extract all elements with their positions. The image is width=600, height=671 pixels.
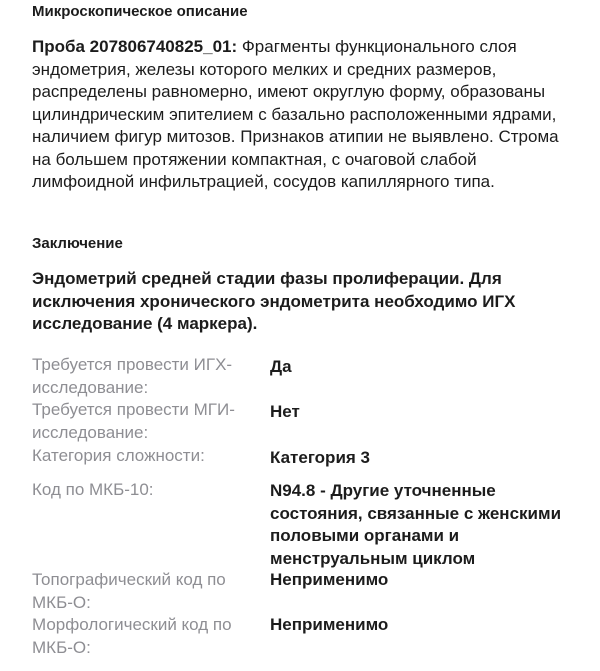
field-label: Требуется провести МГИ-исследование: xyxy=(32,400,235,442)
microscopic-description-heading: Микроскопическое описание xyxy=(32,3,248,20)
field-value: Нет xyxy=(270,402,300,421)
field-value: Неприменимо xyxy=(270,570,389,589)
conclusion-text: Эндометрий средней стадии фазы пролиферации. Для исключения хронического эндометрита необходимо ИГХ исследование (4 маркера). xyxy=(32,269,516,333)
conclusion-heading: Заключение xyxy=(32,235,123,252)
microscopic-description-body: Фрагменты функционального слоя эндометрия, железы которого мелких и средних размеров, распределены равномерно, имеют округлую форму, образованы цилиндрическим эпителием с базально расположенными ядрами, наличием фигур митозов. Признаков атипии не выявлено. Строма на большем протяжении компактная, с очаговой слабой лимфоидной инфильтрацией, сосудов капиллярного типа. xyxy=(32,37,559,191)
microscopic-description-text xyxy=(32,36,568,194)
field-value: Категория 3 xyxy=(270,448,370,467)
field-label: Морфологический код по МКБ-О: xyxy=(32,615,232,657)
field-label: Топографический код по МКБ-О: xyxy=(32,570,226,612)
field-label: Код по МКБ-10: xyxy=(32,480,154,499)
field-value: Да xyxy=(270,357,292,376)
field-label: Требуется провести ИГХ-исследование: xyxy=(32,355,233,397)
field-label: Категория сложности: xyxy=(32,446,205,465)
field-value: N94.8 - Другие уточненные состояния, связанные с женскими половыми органами и менструальным циклом xyxy=(270,481,562,568)
field-value: Неприменимо xyxy=(270,615,389,634)
sample-label: Проба 207806740825_01: xyxy=(32,37,238,56)
